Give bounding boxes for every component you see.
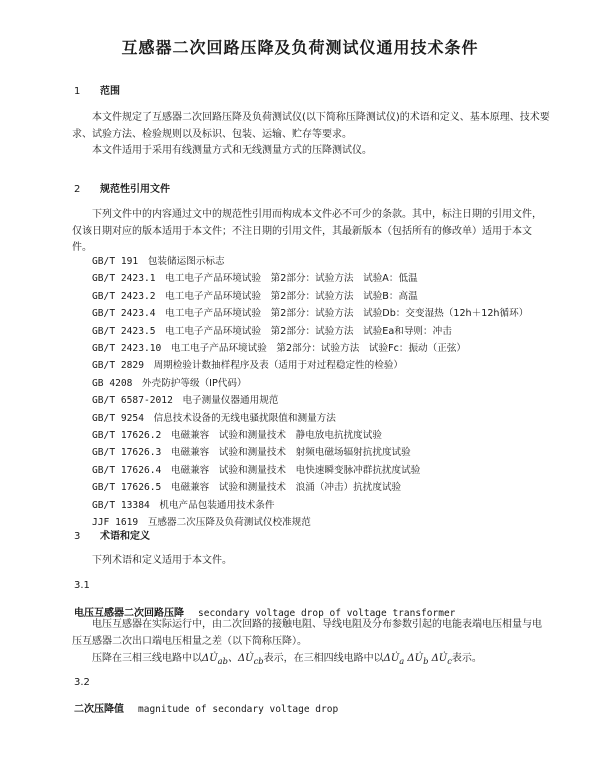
section-1-paragraph-2: 本文件适用于采用有线测量方式和无线测量方式的压降测试仪。 [92, 145, 372, 156]
reference-item [92, 392, 528, 409]
reference-code: JJF 1619 [92, 517, 139, 529]
reference-item [92, 375, 528, 392]
section-title: 术语和定义 [100, 531, 150, 542]
reference-item [92, 270, 528, 287]
term-3-2-number: 3.2 [74, 677, 90, 688]
section-2-intro: 下列文件中的内容通过文中的规范性引用而构成本文件必不可少的条款。其中，标注日期的引用文件，仅该日期对应的版本适用于本文件；不注日期的引用文件，其最新版本（包括所有的修改单）适用于本文件。 [72, 209, 542, 253]
reference-code: GB/T 6587-2012 [92, 395, 173, 407]
three-phase-three-wire-formula: $\Delta U̇_{ab}$、$\Delta U̇_{cb}$ [202, 653, 264, 666]
section-title: 规范性引用文件 [100, 184, 170, 195]
term-chinese: 电压互感器二次回路压降 [74, 608, 184, 619]
reference-code: GB/T 2423.4 [92, 308, 156, 320]
section-3-intro: 下列术语和定义适用于本文件。 [92, 555, 232, 566]
reference-title: 电工电子产品环境试验 第2部分：试验方法 试验B：高温 [165, 290, 418, 302]
term-chinese: 二次压降值 [74, 704, 124, 715]
reference-title: 电磁兼容 试验和测量技术 浪涌（冲击）抗扰度试验 [170, 482, 402, 494]
term-3-2-heading [74, 700, 338, 715]
reference-item [92, 444, 528, 461]
term-3-1-formula-line [72, 651, 550, 670]
reference-item [92, 479, 528, 496]
reference-item [92, 497, 528, 514]
reference-title: 外壳防护等级（IP代码） [142, 377, 247, 389]
document-title: 互感器二次回路压降及负荷测试仪通用技术条件 [121, 38, 479, 57]
reference-code: GB/T 2423.10 [92, 343, 162, 355]
section-1-heading [74, 82, 120, 97]
reference-item [92, 305, 528, 322]
reference-item [92, 340, 528, 357]
three-phase-four-wire-formula: $\Delta U̇_a$ $\Delta U̇_b$ $\Delta U̇_c$ [383, 653, 452, 666]
reference-item [92, 323, 528, 340]
reference-code: GB/T 191 [92, 256, 139, 267]
reference-title: 电工电子产品环境试验 第2部分：试验方法 试验Fc：振动（正弦） [170, 343, 467, 355]
term-3-1-definition: 电压互感器在实际运行中，由二次回路的接触电阻、导线电阻及分布参数引起的电能表端电压相量与电压互感器二次出口端电压相量之差（以下简称压降）。 [72, 619, 542, 647]
reference-title: 电磁兼容 试验和测量技术 射频电磁场辐射抗扰度试验 [170, 447, 411, 459]
reference-code: GB/T 13384 [92, 499, 150, 511]
reference-item [92, 462, 528, 479]
section-number: 3 [74, 531, 81, 542]
reference-code: GB/T 9254 [92, 412, 144, 424]
formula-mid: 表示，在三相四线电路中以 [263, 653, 384, 664]
term-3-1-number: 3.1 [74, 580, 90, 591]
reference-item [92, 410, 528, 427]
reference-code: GB/T 2423.1 [92, 273, 156, 285]
reference-item [92, 357, 528, 374]
reference-code: GB/T 17626.4 [92, 464, 162, 476]
reference-code: GB/T 17626.5 [92, 482, 162, 494]
reference-title: 电子测量仪器通用规范 [182, 395, 279, 407]
reference-title: 包装储运图示标志 [147, 256, 225, 267]
reference-code: GB/T 2423.5 [92, 325, 156, 337]
reference-item [92, 427, 528, 444]
reference-title: 电工电子产品环境试验 第2部分：试验方法 试验Db：交变湿热（12h＋12h循环） [165, 308, 529, 320]
section-1-paragraph-1: 本文件规定了互感器二次回路压降及负荷测试仪(以下简称压降测试仪)的术语和定义、基本原理、技术要求、试验方法、检验规则以及标识、包装、运输、贮存等要求。 [72, 112, 550, 140]
reference-code: GB/T 2423.2 [92, 290, 156, 302]
reference-code: GB/T 2829 [92, 360, 144, 372]
reference-title: 电工电子产品环境试验 第2部分：试验方法 试验Ea和导则：冲击 [165, 325, 452, 337]
section-number: 1 [74, 86, 81, 97]
section-3-heading [74, 527, 150, 542]
reference-item [92, 253, 528, 270]
reference-code: GB/T 17626.2 [92, 430, 162, 442]
reference-code: GB 4208 [92, 377, 133, 389]
reference-title: 电磁兼容 试验和测量技术 电快速瞬变脉冲群抗扰度试验 [170, 464, 421, 476]
reference-title: 周期检验计数抽样程序及表（适用于对过程稳定性的检验） [153, 360, 404, 372]
reference-title: 互感器二次压降及负荷测试仪校准规范 [147, 517, 311, 529]
reference-item [92, 288, 528, 305]
section-title: 范围 [100, 86, 120, 97]
reference-title: 电工电子产品环境试验 第2部分：试验方法 试验A：低温 [165, 273, 418, 285]
formula-prefix: 压降在三相三线电路中以 [92, 653, 202, 664]
reference-code: GB/T 17626.3 [92, 447, 162, 459]
term-english: magnitude of secondary voltage drop [138, 704, 339, 715]
reference-title: 电磁兼容 试验和测量技术 静电放电抗扰度试验 [170, 430, 382, 442]
section-2-heading [74, 180, 170, 195]
term-english: secondary voltage drop of voltage transformer [198, 608, 456, 619]
reference-item [92, 514, 528, 531]
reference-title: 信息技术设备的无线电骚扰限值和测量方法 [153, 412, 336, 424]
formula-suffix: 表示。 [451, 653, 482, 664]
normative-reference-list [92, 253, 528, 532]
section-number: 2 [74, 184, 81, 195]
reference-title: 机电产品包装通用技术条件 [159, 499, 275, 511]
